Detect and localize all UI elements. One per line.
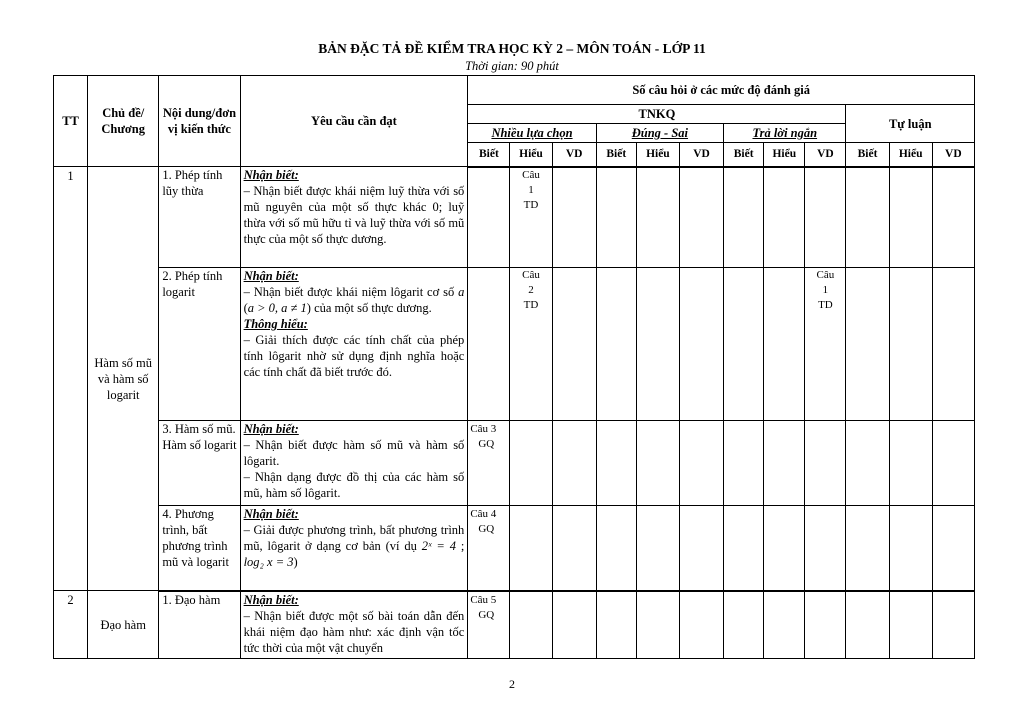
level-hieu: Hiểu (636, 143, 679, 167)
table-row (54, 591, 975, 659)
question-code: Câu 2 TD (510, 268, 552, 421)
level-vd: VD (552, 143, 596, 167)
header-tnkq: TNKQ (468, 105, 846, 124)
row-number: 1 (54, 167, 88, 591)
header-true-false: Đúng - Sai (596, 124, 723, 143)
question-code: Câu 1 TD (510, 167, 552, 268)
document-subtitle: Thời gian: 90 phút (465, 59, 559, 73)
table-row (54, 421, 975, 506)
question-code: Câu 3 GQ (468, 421, 510, 506)
level-label: Nhận biết: (243, 592, 299, 607)
document-title: BẢN ĐẶC TẢ ĐỀ KIỂM TRA HỌC KỲ 2 – MÔN TOÁN - LỚP 11 (318, 41, 706, 56)
level-hieu: Hiểu (889, 143, 932, 167)
page-number: 2 (509, 677, 515, 691)
table-row (54, 268, 975, 421)
header-essay: Tự luận (846, 105, 975, 143)
level-biet: Biết (596, 143, 636, 167)
header-tt: TT (54, 76, 88, 167)
level-biet: Biết (724, 143, 764, 167)
header-requirement: Yêu cầu cần đạt (240, 76, 468, 167)
topic-cell: Đạo hàm (88, 591, 159, 659)
content-cell: 2. Phép tính logarit (159, 268, 240, 421)
level-label: Thông hiểu: (243, 317, 308, 331)
header-question-count: Số câu hỏi ở các mức độ đánh giá (468, 76, 975, 105)
table-row (54, 506, 975, 591)
requirement-cell: Nhận biết: – Giải được phương trình, bất phương trình mũ, lôgarit ở dạng cơ bản (ví dụ 2ˣ = 4 ; log₂ x = 3) (240, 506, 468, 591)
question-code: Câu 1 TD (805, 268, 846, 421)
header-topic: Chủ đề/ Chương (88, 76, 159, 167)
requirement-cell: Nhận biết: – Nhận biết được hàm số mũ và hàm số lôgarit. – Nhận dạng được đồ thị của các hàm số mũ, hàm số lôgarit. (240, 421, 468, 506)
question-code: Câu 5 GQ (468, 591, 510, 659)
level-vd: VD (679, 143, 723, 167)
level-hieu: Hiểu (510, 143, 552, 167)
requirement-text: – Giải thích được các tính chất của phép tính lôgarit nhờ sử dụng định nghĩa hoặc các tính chất đã biết trước đó. (243, 333, 465, 379)
level-biet: Biết (468, 143, 510, 167)
level-label: Nhận biết: (243, 422, 299, 436)
specification-table (53, 75, 975, 659)
table-row (54, 167, 975, 268)
level-hieu: Hiểu (764, 143, 805, 167)
requirement-cell (240, 167, 468, 268)
requirement-text: – Nhận biết được khái niệm luỹ thừa với số mũ nguyên của một số thực khác 0; luỹ thừa với số mũ hữu tỉ và luỹ thừa với số mũ thực của một số thực dương. (243, 184, 465, 246)
level-vd: VD (932, 143, 974, 167)
requirement-cell: Nhận biết: – Nhận biết được khái niệm lôgarit cơ số a (a > 0, a ≠ 1) của một số thực dương. Thông hiểu: – Giải thích được các tính chất của phép tính lôgarit nhờ sử dụng định nghĩa hoặc các tính chất đã biết trước đó. (240, 268, 468, 421)
row-number: 2 (54, 591, 88, 659)
content-cell: 3. Hàm số mũ. Hàm số logarit (159, 421, 240, 506)
level-label: Nhận biết: (243, 269, 299, 283)
header-content: Nội dung/đơn vị kiến thức (159, 76, 240, 167)
content-cell: 1. Phép tính lũy thừa (159, 167, 240, 268)
requirement-cell (240, 591, 468, 659)
topic-cell: Hàm số mũ và hàm số logarit (88, 167, 159, 591)
level-label: Nhận biết: (243, 168, 299, 182)
level-label: Nhận biết: (243, 507, 299, 521)
question-code: Câu 4 GQ (468, 506, 510, 591)
level-vd: VD (805, 143, 846, 167)
header-row-1 (54, 76, 975, 105)
content-cell: 1. Đạo hàm (159, 591, 240, 659)
content-cell: 4. Phương trình, bất phương trình mũ và logarit (159, 506, 240, 591)
requirement-text: – Nhận biết được một số bài toán dẫn đến khái niệm đạo hàm như: xác định vận tốc tức thời của một vật chuyển (243, 608, 465, 655)
header-short-answer: Trả lời ngắn (724, 124, 846, 143)
level-biet: Biết (846, 143, 889, 167)
header-multiple-choice: Nhiều lựa chọn (468, 124, 596, 143)
